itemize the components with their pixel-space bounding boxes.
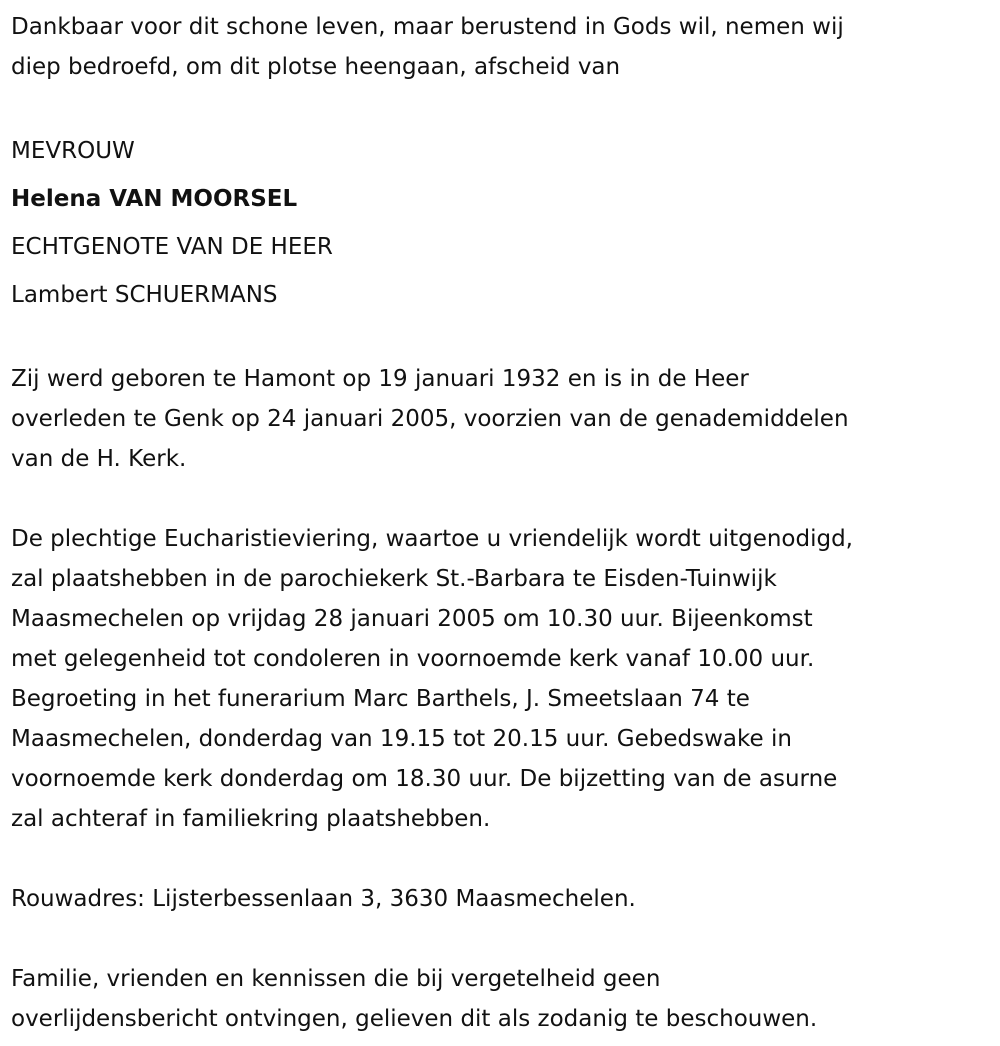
deceased-relation: ECHTGENOTE VAN DE HEER xyxy=(11,234,333,260)
spacer xyxy=(11,839,996,879)
deceased-block xyxy=(11,127,996,319)
ceremony-line-2: zal plaatshebben in de parochiekerk St.-Barbara te Eisden-Tuinwijk xyxy=(11,566,777,592)
ceremony-line-4: met gelegenheid tot condoleren in voornoemde kerk vanaf 10.00 uur. xyxy=(11,646,815,672)
ceremony-line-3: Maasmechelen op vrijdag 28 januari 2005 om 10.30 uur. Bijeenkomst xyxy=(11,606,813,632)
closing-paragraph xyxy=(11,959,996,1039)
spacer xyxy=(11,319,996,359)
birth-death-line-3: van de H. Kerk. xyxy=(11,446,187,472)
ceremony-line-7: voornoemde kerk donderdag om 18.30 uur. De bijzetting van de asurne xyxy=(11,766,838,792)
spouse-name: Lambert SCHUERMANS xyxy=(11,282,278,308)
birth-death-line-1: Zij werd geboren te Hamont op 19 januari 1932 en is in de Heer xyxy=(11,366,749,392)
intro-line-2: diep bedroefd, om dit plotse heengaan, afscheid van xyxy=(11,54,621,80)
deceased-name: Helena VAN MOORSEL xyxy=(11,186,298,212)
intro-paragraph xyxy=(11,7,996,87)
address-paragraph xyxy=(11,879,996,919)
ceremony-paragraph xyxy=(11,519,996,839)
ceremony-line-1: De plechtige Eucharistieviering, waartoe u vriendelijk wordt uitgenodigd, xyxy=(11,526,853,552)
ceremony-line-6: Maasmechelen, donderdag van 19.15 tot 20.15 uur. Gebedswake in xyxy=(11,726,792,752)
spacer xyxy=(11,87,996,127)
closing-line-2: overlijdensbericht ontvingen, gelieven dit als zodanig te beschouwen. xyxy=(11,1006,818,1032)
closing-line-1: Familie, vrienden en kennissen die bij vergetelheid geen xyxy=(11,966,661,992)
birth-death-paragraph xyxy=(11,359,996,479)
obituary-notice xyxy=(11,7,996,1039)
mourning-address: Rouwadres: Lijsterbessenlaan 3, 3630 Maasmechelen. xyxy=(11,886,636,912)
intro-line-1: Dankbaar voor dit schone leven, maar berustend in Gods wil, nemen wij xyxy=(11,14,844,40)
ceremony-line-8: zal achteraf in familiekring plaatshebben. xyxy=(11,806,491,832)
deceased-title: MEVROUW xyxy=(11,138,135,164)
birth-death-line-2: overleden te Genk op 24 januari 2005, voorzien van de genademiddelen xyxy=(11,406,849,432)
ceremony-line-5: Begroeting in het funerarium Marc Barthels, J. Smeetslaan 74 te xyxy=(11,686,750,712)
spacer xyxy=(11,479,996,519)
spacer xyxy=(11,919,996,959)
